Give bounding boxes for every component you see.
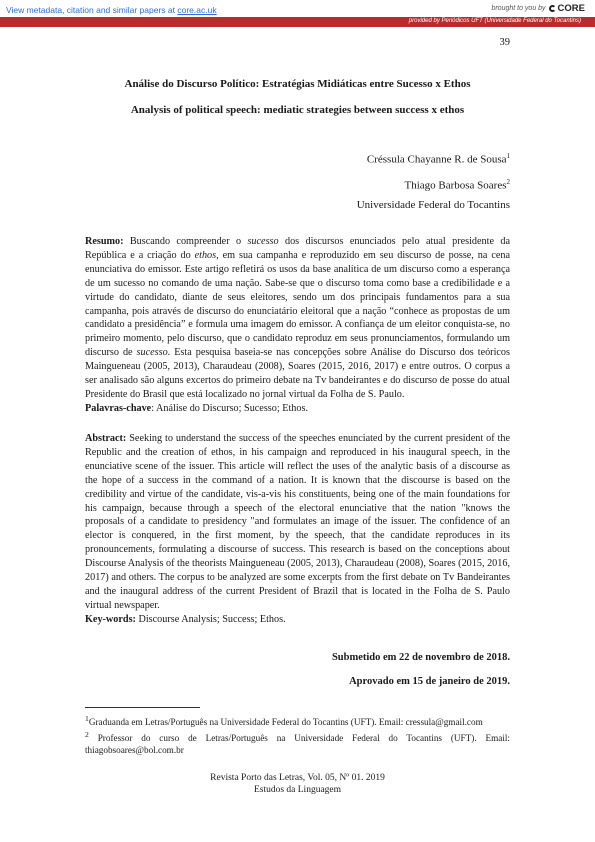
provider-text: provided by Periódicos UFT (Universidade Federal do Tocantins) [408, 18, 581, 24]
palavras-chave-text: : Análise do Discurso; Sucesso; Ethos. [151, 402, 308, 414]
resumo-emphasis-2: ethos [194, 249, 217, 261]
approved-date: Aprovado em 15 de janeiro de 2019. [349, 676, 510, 687]
footnote-2-text: Professor do curso de Letras/Português na Universidade Federal do Tocantins (UFT). Email: thiagobsoares@bol.com.br [85, 733, 510, 756]
core-link[interactable]: core.ac.uk [177, 5, 217, 15]
resumo-text-4: . Esta pesquisa baseia-se nas concepções sobre Análise do Discurso dos teóricos Maingueneau (2005, 2013), Charaudeau (2008), Soares (2015, 2016, 2017) e entre outros. O corpus a ser analisado são alguns excertos do primeiro debate na Tv bandeirantes e do discurso de posse do atual Presidente do Brasil que está localizado no jornal virtual da Folha de S. Paulo. [85, 347, 510, 400]
resumo-section [85, 235, 510, 416]
title-portuguese: Análise do Discurso Político: Estratégias Midiáticas entre Sucesso x Ethos [124, 78, 471, 90]
brought-by-text: brought to you by [491, 5, 546, 12]
abstract-text: Seeking to understand the success of the speeches enunciated by the current president of the Republic and the creation of ethos, in his campaign and reproduced in his inaugural speech, in the enunciative scene of the issuer. This article will reflect the uses of the analytic basis of a discourse as the hope of a success in the command of a nation. It is known that the discourse is based on the credibility and virtue of the candidate, vis-a-vis his constituents, being one of the main foundations for his campaign, because through a speech of the electoral enunciative that the nation "knows the proposals of a candidate to presidency "and formulates an image of the issuer. The confidence of an elector is conquered, in the first moment, by the speech, that the candidate reproduces in its pronouncements, formulating a discourse of success. This research is based on the conceptions about Discourse Analysis of the theorists Maingueneau (2005, 2013), Charaudeau (2008), Soares (2015, 2016, 2017) and others. The corpus to be analyzed are some excerpts from the first debate on Tv Bandeirantes and the inaugural address of the current President of Brazil that is located in the Folha de S. Paulo virtual newspaper. [85, 433, 510, 611]
footer-journal: Revista Porto das Letras, Vol. 05, Nº 01. 2019 [210, 773, 385, 783]
page-footer [0, 772, 595, 796]
resumo-label: Resumo: [85, 236, 124, 247]
palavras-chave-label: Palavras-chave [85, 402, 152, 414]
keywords-label: Key-words: [85, 613, 136, 625]
author-2-note: 2 [506, 178, 510, 186]
footer-section: Estudos da Linguagem [253, 785, 342, 795]
core-logo-text: CORE [557, 3, 585, 14]
footnote-2-mark: 2 [85, 730, 89, 740]
resumo-text-1: Buscando compreender o [123, 236, 248, 247]
page-number: 39 [499, 37, 510, 48]
core-logo[interactable] [549, 3, 585, 14]
core-metadata-notice [6, 5, 217, 15]
resumo-emphasis-3: sucesso [136, 347, 168, 359]
footnote-1 [85, 713, 510, 728]
footnotes [85, 713, 510, 757]
footnote-1-mark: 1 [85, 714, 89, 723]
resumo-emphasis-1: sucesso [247, 236, 279, 247]
author-1-name: Créssula Chayanne R. de Sousa [366, 153, 507, 166]
resumo-text-3: , em sua campanha e reproduzido em seu discurso de posse, na cena enunciativa do emissor. Este artigo refletirá os usos da base analítica de um discurso como a esperança de um sucesso no comando de uma nação. Sabe-se que o discurso toma como base a credibilidade e a virtude do candidato, diante de seus eleitores, sendo um dos principais fundamentos para a sua campanha, pois através de discurso do enunciatário eleitoral que a nação “conhece as propostas de um candidato a presidência” e formula uma imagem do emissor. A confiança de um eleitor conquista-se, no primeiro momento, pelo discurso, que o candidato reproduz em seus pronunciamentos, formulando um discurso de [85, 249, 510, 359]
provider-bar [0, 17, 595, 27]
abstract-label: Abstract: [85, 433, 127, 444]
affiliation: Universidade Federal do Tocantins [356, 199, 510, 211]
submitted-date: Submetido em 22 de novembro de 2018. [331, 652, 510, 663]
core-metadata-text: View metadata, citation and similar papers at [6, 5, 175, 15]
abstract-section [85, 432, 510, 627]
author-1 [367, 152, 510, 166]
keywords-text: Discourse Analysis; Success; Ethos. [135, 613, 286, 625]
footnote-divider [85, 707, 200, 708]
title-english: Analysis of political speech: mediatic strategies between success x ethos [130, 104, 465, 116]
core-top-bar [0, 0, 595, 17]
core-branding [491, 3, 585, 14]
resumo-text-2: dos discursos enunciados pelo atual presidente da República e a criação do [85, 236, 510, 261]
core-logo-icon [549, 5, 556, 12]
author-1-note: 1 [506, 152, 510, 160]
author-2-name: Thiago Barbosa Soares [404, 179, 507, 192]
author-2 [404, 178, 510, 192]
footnote-2 [85, 729, 510, 756]
footnote-1-text: Graduanda em Letras/Português na Universidade Federal do Tocantins (UFT). Email: cressula@gmail.com [88, 717, 483, 728]
